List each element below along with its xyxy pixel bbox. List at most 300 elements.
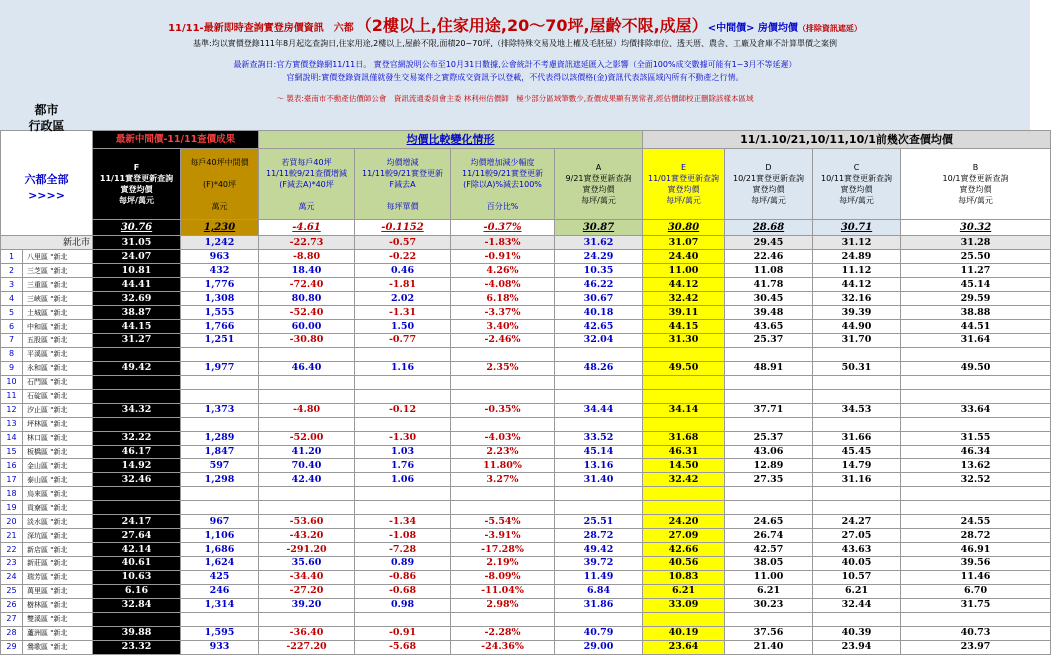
cell-d: 29.45 [725,236,813,250]
cell-diff: 0.46 [355,264,451,278]
cell-d: 43.65 [725,320,813,334]
col-pct-header: 均價增加減少幅度 11/11較9/21實登更新 (F除以A)%減去100% 百分比% [451,149,555,220]
cell-diff: 2.02 [355,292,451,306]
cell-f40 [181,375,259,389]
cell-f40: 933 [181,640,259,654]
title-part-exclude: （排除資訊遮延） [797,24,862,33]
cell-e: 6.21 [643,584,725,598]
avg-pct: -0.37% [451,220,555,236]
table-row [1,487,1051,501]
cell-e [643,612,725,626]
cell-pct: -3.37% [451,306,555,320]
row-index: 23 [1,557,23,571]
cell-d: 30.23 [725,598,813,612]
table-row [1,570,1051,584]
cell-b: 33.64 [901,403,1051,417]
cell-pct: -5.54% [451,515,555,529]
cell-pct: 2.98% [451,598,555,612]
cell-d [725,501,813,515]
cell-d: 37.71 [725,403,813,417]
table-row [1,334,1051,348]
cell-a: 39.72 [555,557,643,571]
avg-diff40: -4.61 [259,220,355,236]
cell-diff40: 18.40 [259,264,355,278]
cell-d [725,347,813,361]
cell-a [555,612,643,626]
cell-f: 24.07 [93,250,181,264]
cell-a: 42.65 [555,320,643,334]
cell-b: 25.50 [901,250,1051,264]
cell-d: 25.37 [725,334,813,348]
cell-b: 11.46 [901,570,1051,584]
cell-f40 [181,612,259,626]
cell-c: 44.12 [813,278,901,292]
cell-pct [451,417,555,431]
row-index: 13 [1,417,23,431]
row-index: 22 [1,543,23,557]
district-name: 雙溪區 "新北 [23,612,93,626]
row-index: 15 [1,445,23,459]
cell-f40: 1,977 [181,361,259,375]
cell-c: 50.31 [813,361,901,375]
district-name: 石門區 "新北 [23,375,93,389]
cell-pct: 11.80% [451,459,555,473]
cell-pct: -4.03% [451,431,555,445]
cell-f40: 1,106 [181,529,259,543]
row-index: 28 [1,626,23,640]
cell-pct: 3.27% [451,473,555,487]
cell-e: 49.50 [643,361,725,375]
cell-diff40: -4.80 [259,403,355,417]
cell-a [555,487,643,501]
table-row [1,375,1051,389]
group-prev-header: 11/1.10/21,10/11,10/1前幾次查價均價 [643,131,1051,149]
table-row [1,459,1051,473]
row-index: 3 [1,278,23,292]
cell-e [643,417,725,431]
district-name: 板橋區 "新北 [23,445,93,459]
cell-f: 32.46 [93,473,181,487]
cell-pct [451,375,555,389]
cell-c: 31.16 [813,473,901,487]
cell-f40: 1,308 [181,292,259,306]
cell-diff40: 39.20 [259,598,355,612]
cell-b: 32.52 [901,473,1051,487]
cell-f: 31.27 [93,334,181,348]
cell-b: 6.70 [901,584,1051,598]
group-change-header: 均價比較變化情形 [259,131,643,149]
district-name: 瑞芳區 "新北 [23,570,93,584]
cell-c: 24.27 [813,515,901,529]
cell-diff40 [259,487,355,501]
row-index: 25 [1,584,23,598]
district-name: 五股區 "新北 [23,334,93,348]
cell-d: 27.35 [725,473,813,487]
cell-diff40: 46.40 [259,361,355,375]
cell-f: 42.14 [93,543,181,557]
cell-e [643,347,725,361]
cell-c [813,347,901,361]
table-row [1,403,1051,417]
cell-diff40: 70.40 [259,459,355,473]
official-note: 官網說明:實價登錄資訊僅就發生交易案件之實際成交資訊予以登載，不代表得以該價格(金)資訊代表該區域內所有不動產之行情。 [286,73,744,82]
cell-d [725,389,813,403]
cell-f: 32.22 [93,431,181,445]
cell-diff40: -36.40 [259,626,355,640]
cell-b [901,389,1051,403]
cell-f [93,389,181,403]
cell-diff: -0.57 [355,236,451,250]
cell-c: 40.39 [813,626,901,640]
district-name: 坪林區 "新北 [23,417,93,431]
cell-diff40: 41.20 [259,445,355,459]
cell-pct: -17.28% [451,543,555,557]
cell-c: 6.21 [813,584,901,598]
cell-d: 26.74 [725,529,813,543]
cell-pct [451,487,555,501]
row-index: 5 [1,306,23,320]
district-name: 樹林區 "新北 [23,598,93,612]
row-index: 10 [1,375,23,389]
cell-f: 10.81 [93,264,181,278]
cell-pct [451,501,555,515]
cell-diff: 1.76 [355,459,451,473]
cell-b: 40.73 [901,626,1051,640]
cell-diff: -0.77 [355,334,451,348]
cell-d: 11.00 [725,570,813,584]
cell-d: 37.56 [725,626,813,640]
author-note: ～ 製表:臺南市不動產估價師公會 資訊流通委員會主委 林利州估價師 極少部分區域筆數少,查價成果顯有異常者,經估價師校正刪除該樣本區域 [276,94,754,103]
cell-a: 29.00 [555,640,643,654]
table-row [1,292,1051,306]
cell-a: 31.86 [555,598,643,612]
cell-pct: -2.46% [451,334,555,348]
cell-a: 31.62 [555,236,643,250]
row-index: 20 [1,515,23,529]
cell-pct [451,389,555,403]
table-row [1,515,1051,529]
col-f40-header: 每戶40坪中間價 (F)*40坪 萬元 [181,149,259,220]
cell-diff [355,487,451,501]
cell-a: 40.79 [555,626,643,640]
cell-b: 31.55 [901,431,1051,445]
cell-d: 6.21 [725,584,813,598]
row-index: 14 [1,431,23,445]
cell-d: 43.06 [725,445,813,459]
cell-e: 11.00 [643,264,725,278]
row-index: 17 [1,473,23,487]
cell-diff: 1.03 [355,445,451,459]
cell-a: 28.72 [555,529,643,543]
cell-e: 23.64 [643,640,725,654]
row-index: 4 [1,292,23,306]
cell-f: 32.69 [93,292,181,306]
cell-pct: -3.91% [451,529,555,543]
cell-b: 45.14 [901,278,1051,292]
cell-c: 11.12 [813,264,901,278]
title-part-criteria: （2樓以上,住家用途,20～70坪,屋齡不限,成屋） [363,16,708,35]
table-row [1,626,1051,640]
cell-diff: 1.16 [355,361,451,375]
cell-c: 31.70 [813,334,901,348]
cell-pct: 6.18% [451,292,555,306]
col-diff-header: 均價增減 11/11較9/21實登更新 F減去A 每坪單價 [355,149,451,220]
cell-b: 24.55 [901,515,1051,529]
table-row [1,389,1051,403]
table-row [1,598,1051,612]
cell-f40 [181,389,259,403]
col-f-header: F 11/11實登更新查詢 實登均價 每坪/萬元 [93,149,181,220]
cell-f40: 1,289 [181,431,259,445]
cell-f: 6.16 [93,584,181,598]
cell-e: 46.31 [643,445,725,459]
cell-c: 31.12 [813,236,901,250]
cell-pct [451,347,555,361]
cell-a: 45.14 [555,445,643,459]
cell-b: 11.27 [901,264,1051,278]
cell-diff40: -52.00 [259,431,355,445]
cell-e: 14.50 [643,459,725,473]
table-row [1,445,1051,459]
cell-d: 41.78 [725,278,813,292]
cell-a [555,501,643,515]
cell-diff40: 42.40 [259,473,355,487]
row-index: 29 [1,640,23,654]
cell-diff40: -52.40 [259,306,355,320]
district-name: 永和區 "新北 [23,361,93,375]
cell-diff40 [259,501,355,515]
city-district-header [1,103,93,236]
cell-f40: 432 [181,264,259,278]
district-name: 淡水區 "新北 [23,515,93,529]
cell-pct: -1.83% [451,236,555,250]
cell-diff40: -43.20 [259,529,355,543]
price-table [0,103,1051,655]
table-row [1,557,1051,571]
avg-c: 30.71 [813,220,901,236]
table-row [1,417,1051,431]
cell-diff: -1.34 [355,515,451,529]
cell-c: 40.05 [813,557,901,571]
cell-diff: 0.89 [355,557,451,571]
cell-pct: 2.23% [451,445,555,459]
cell-f: 39.88 [93,626,181,640]
title-part-avg: 房價均價 [754,23,798,34]
cell-e: 34.14 [643,403,725,417]
cell-e: 24.40 [643,250,725,264]
district-name: 貢寮區 "新北 [23,501,93,515]
cell-diff: -0.12 [355,403,451,417]
cell-c: 32.16 [813,292,901,306]
cell-diff40 [259,375,355,389]
cell-e: 40.19 [643,626,725,640]
avg-f: 30.76 [93,220,181,236]
cell-b: 31.64 [901,334,1051,348]
cell-f40 [181,417,259,431]
table-row [1,361,1051,375]
cell-b [901,417,1051,431]
title-part-date: 11/11-最新即時查詢實登房價資訊 六都 [168,23,364,34]
cell-a: 48.26 [555,361,643,375]
col-b-header: B 10/1實登更新查詢 實登均價 每坪/萬元 [901,149,1051,220]
cell-d: 12.89 [725,459,813,473]
cell-e: 24.20 [643,515,725,529]
cell-c: 39.39 [813,306,901,320]
cell-c: 44.90 [813,320,901,334]
cell-diff: -0.91 [355,626,451,640]
avg-e: 30.80 [643,220,725,236]
cell-d: 25.37 [725,431,813,445]
cell-c [813,501,901,515]
report-header [0,0,1030,130]
cell-a: 46.22 [555,278,643,292]
report-title [0,18,1030,37]
cell-d: 39.48 [725,306,813,320]
cell-c: 14.79 [813,459,901,473]
table-row [1,473,1051,487]
district-name: 烏來區 "新北 [23,487,93,501]
cell-d [725,487,813,501]
cell-e [643,501,725,515]
table-row [1,320,1051,334]
cell-d: 11.08 [725,264,813,278]
cell-a [555,389,643,403]
cell-pct: -2.28% [451,626,555,640]
table-row [1,543,1051,557]
cell-e: 32.42 [643,292,725,306]
cell-f40: 1,314 [181,598,259,612]
cell-diff: -0.22 [355,250,451,264]
cell-f [93,375,181,389]
avg-b: 30.32 [901,220,1051,236]
cell-f40: 246 [181,584,259,598]
cell-f40: 1,373 [181,403,259,417]
cell-f40: 1,624 [181,557,259,571]
row-index: 24 [1,570,23,584]
cell-a: 25.51 [555,515,643,529]
cell-b [901,347,1051,361]
city-label: 都市 行政區 [28,103,65,134]
col-diff40-header: 若買每戶40坪 11/11較9/21查價增減 (F減去A)*40坪 萬元 [259,149,355,220]
cell-diff40 [259,612,355,626]
cell-b: 29.59 [901,292,1051,306]
cell-a: 24.29 [555,250,643,264]
cell-f40: 1,595 [181,626,259,640]
district-name: 石碇區 "新北 [23,389,93,403]
cell-diff: 0.98 [355,598,451,612]
cell-f [93,417,181,431]
cell-b [901,501,1051,515]
cell-e: 44.15 [643,320,725,334]
all-cities-link[interactable]: 六都全部 >>>> [24,173,69,203]
cell-b: 23.97 [901,640,1051,654]
cell-f [93,612,181,626]
cell-e: 31.30 [643,334,725,348]
cell-a [555,417,643,431]
cell-c: 34.53 [813,403,901,417]
avg-d: 28.68 [725,220,813,236]
cell-c [813,417,901,431]
cell-b [901,612,1051,626]
cell-f: 14.92 [93,459,181,473]
cell-e: 40.56 [643,557,725,571]
cell-pct: -24.36% [451,640,555,654]
col-a-header: A 9/21實登更新查詢 實登均價 每坪/萬元 [555,149,643,220]
cell-diff: -1.30 [355,431,451,445]
avg-f40: 1,230 [181,220,259,236]
col-c-header: C 10/11實登更新查詢 實登均價 每坪/萬元 [813,149,901,220]
cell-diff [355,417,451,431]
cell-diff40 [259,347,355,361]
cell-f40: 963 [181,250,259,264]
cell-f40: 1,766 [181,320,259,334]
cell-diff40 [259,389,355,403]
table-row [1,250,1051,264]
cell-c [813,389,901,403]
cell-f: 32.84 [93,598,181,612]
cell-e: 33.09 [643,598,725,612]
query-date-note: 最新查詢日:官方實價登錄網11/11日。 實登官網說明公布至10月31日數據,公會統計不考慮資訊遮延匯入之影響（全面100%成交數據可能有1~3月不等延遲） [233,60,797,69]
cell-d: 48.91 [725,361,813,375]
cell-diff40: -291.20 [259,543,355,557]
table-row [1,306,1051,320]
cell-d [725,375,813,389]
cell-f: 40.61 [93,557,181,571]
cell-f: 27.64 [93,529,181,543]
row-index: 11 [1,389,23,403]
cell-a: 32.04 [555,334,643,348]
cell-e [643,487,725,501]
district-name: 土城區 "新北 [23,306,93,320]
cell-f: 24.17 [93,515,181,529]
row-index: 8 [1,347,23,361]
cell-d: 38.05 [725,557,813,571]
cell-diff: -1.81 [355,278,451,292]
cell-a [555,347,643,361]
cell-a [555,375,643,389]
cell-diff40: -27.20 [259,584,355,598]
cell-diff40: 80.80 [259,292,355,306]
cell-pct: 2.19% [451,557,555,571]
cell-a: 10.35 [555,264,643,278]
cell-b [901,375,1051,389]
cell-b [901,487,1051,501]
avg-diff: -0.1152 [355,220,451,236]
district-name: 八里區 "新北 [23,250,93,264]
cell-e: 10.83 [643,570,725,584]
cell-pct: -8.09% [451,570,555,584]
cell-f: 46.17 [93,445,181,459]
cell-f40: 1,242 [181,236,259,250]
cell-a: 13.16 [555,459,643,473]
row-index: 19 [1,501,23,515]
cell-b: 39.56 [901,557,1051,571]
cell-diff40: -34.40 [259,570,355,584]
cell-pct: 3.40% [451,320,555,334]
cell-d: 21.40 [725,640,813,654]
cell-pct: -4.08% [451,278,555,292]
cell-c [813,612,901,626]
cell-f40 [181,501,259,515]
cell-f: 49.42 [93,361,181,375]
cell-diff: -1.31 [355,306,451,320]
cell-e: 44.12 [643,278,725,292]
district-name: 三芝區 "新北 [23,264,93,278]
cell-a: 40.18 [555,306,643,320]
district-name: 林口區 "新北 [23,431,93,445]
cell-c [813,487,901,501]
cell-e [643,375,725,389]
